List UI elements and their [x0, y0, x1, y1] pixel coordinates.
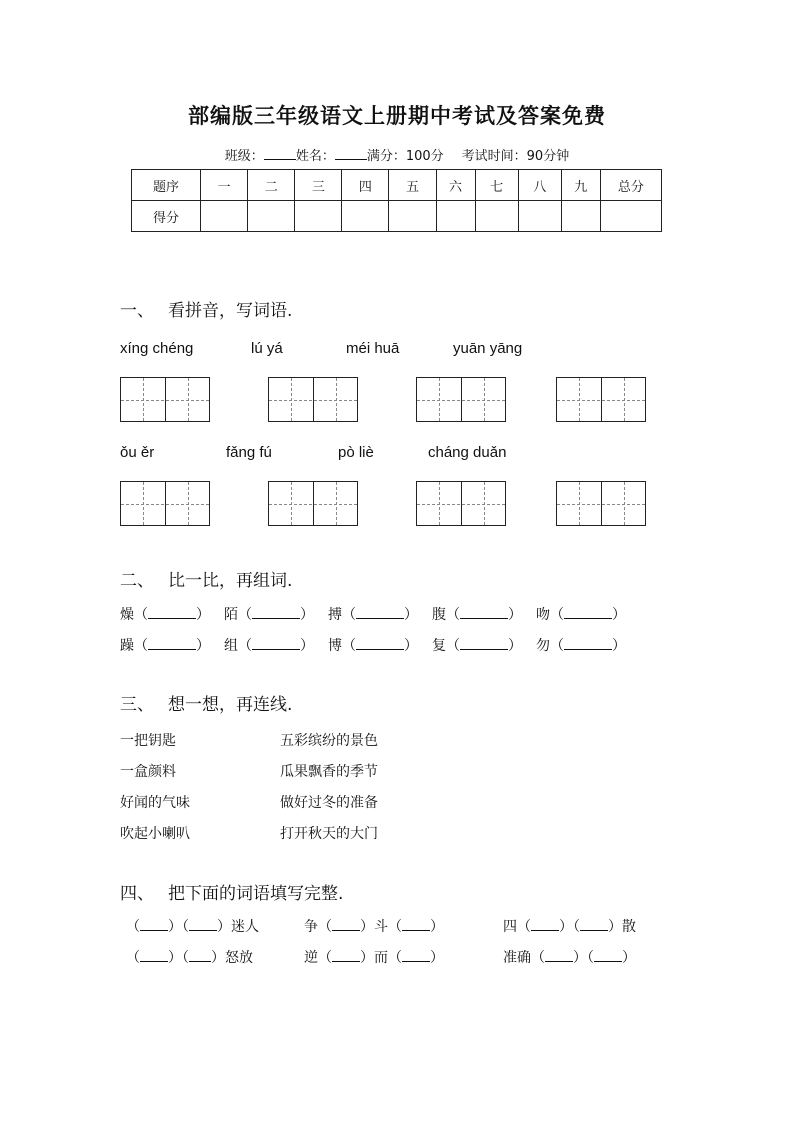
answer-blank[interactable]: [356, 637, 404, 650]
match-left-item[interactable]: 一盒颜料: [120, 764, 176, 780]
score-cell[interactable]: [295, 201, 342, 232]
fill-idiom-item: （ ）（ ）迷人: [126, 919, 259, 935]
match-right-item[interactable]: 做好过冬的准备: [280, 795, 378, 811]
fill-idiom-item: 准确（ ）（ ）: [503, 950, 636, 966]
section-title: 把下面的词语填写完整.: [168, 884, 344, 904]
pinyin-label: pò liè: [338, 444, 374, 461]
answer-blank[interactable]: [140, 918, 168, 931]
score-table: [131, 169, 662, 232]
fill-idiom-item: （ ）（ ）怒放: [126, 950, 253, 966]
pinyin-label: lú yá: [251, 340, 283, 357]
writing-grid-box[interactable]: [120, 377, 210, 422]
pinyin-label: ǒu ěr: [120, 444, 155, 461]
score-row-label: 得分: [132, 201, 201, 232]
answer-blank[interactable]: [564, 606, 612, 619]
answer-blank[interactable]: [356, 606, 404, 619]
writing-grid-box[interactable]: [268, 481, 358, 526]
score-cell[interactable]: [518, 201, 561, 232]
writing-grid-box[interactable]: [268, 377, 358, 422]
answer-blank[interactable]: [545, 949, 573, 962]
answer-blank[interactable]: [148, 606, 196, 619]
document-title: 部编版三年级语文上册期中考试及答案免费: [188, 104, 606, 128]
section-number: 四、: [120, 884, 154, 904]
compare-item: 复（ ）: [432, 638, 522, 654]
answer-blank[interactable]: [460, 637, 508, 650]
answer-blank[interactable]: [252, 606, 300, 619]
header-cell: 二: [248, 170, 295, 201]
pinyin-label: méi huā: [346, 340, 400, 357]
compare-item: 陌（ ）: [224, 607, 314, 623]
pinyin-label: yuān yāng: [453, 340, 523, 357]
header-cell: 八: [518, 170, 561, 201]
answer-blank[interactable]: [148, 637, 196, 650]
compare-item: 组（ ）: [224, 638, 314, 654]
fill-idiom-item: 四（ ）（ ）散: [503, 919, 636, 935]
writing-grid-box[interactable]: [556, 377, 646, 422]
compare-item: 搏（ ）: [328, 607, 418, 623]
score-cell[interactable]: [475, 201, 518, 232]
compare-item: 吻（ ）: [536, 607, 626, 623]
match-left-item[interactable]: 一把钥匙: [120, 733, 176, 749]
answer-blank[interactable]: [580, 918, 608, 931]
answer-blank[interactable]: [564, 637, 612, 650]
score-cell[interactable]: [436, 201, 475, 232]
class-blank[interactable]: [264, 147, 296, 160]
writing-grid-box[interactable]: [556, 481, 646, 526]
compare-item: 勿（ ）: [536, 638, 626, 654]
match-right-item[interactable]: 五彩缤纷的景色: [280, 733, 378, 749]
answer-blank[interactable]: [402, 949, 430, 962]
answer-blank[interactable]: [402, 918, 430, 931]
class-label: 班级：: [224, 149, 264, 164]
answer-blank[interactable]: [531, 918, 559, 931]
compare-item: 腹（ ）: [432, 607, 522, 623]
writing-grid-box[interactable]: [416, 377, 506, 422]
section-number: 二、: [120, 571, 154, 591]
compare-item: 躁（ ）: [120, 638, 210, 654]
exam-time-text: 考试时间：90分钟: [461, 149, 570, 164]
score-cell[interactable]: [389, 201, 436, 232]
score-cell[interactable]: [600, 201, 661, 232]
pinyin-label: cháng duǎn: [428, 444, 507, 461]
header-cell: 题序: [132, 170, 201, 201]
answer-blank[interactable]: [332, 949, 360, 962]
match-right-item[interactable]: 瓜果飘香的季节: [280, 764, 378, 780]
match-left-item[interactable]: 吹起小喇叭: [120, 826, 190, 842]
score-cell[interactable]: [561, 201, 600, 232]
score-table-score-row: [132, 201, 662, 232]
answer-blank[interactable]: [252, 637, 300, 650]
full-score-text: 满分：100分: [366, 149, 444, 164]
header-cell: 七: [475, 170, 518, 201]
match-right-item[interactable]: 打开秋天的大门: [280, 826, 378, 842]
section-4-heading: [120, 879, 343, 904]
section-3-heading: [120, 690, 292, 715]
writing-grid-box[interactable]: [416, 481, 506, 526]
header-cell: 五: [389, 170, 436, 201]
name-blank[interactable]: [335, 147, 367, 160]
score-cell[interactable]: [201, 201, 248, 232]
match-left-item[interactable]: 好闻的气味: [120, 795, 190, 811]
section-title: 想一想，再连线.: [168, 695, 293, 715]
name-label: 姓名：: [295, 149, 335, 164]
compare-item: 博（ ）: [328, 638, 418, 654]
section-title: 比一比，再组词.: [168, 571, 293, 591]
answer-blank[interactable]: [460, 606, 508, 619]
fill-idiom-item: 争（ ）斗（ ）: [304, 919, 444, 935]
answer-blank[interactable]: [594, 949, 622, 962]
section-number: 三、: [120, 695, 154, 715]
score-table-header-row: [132, 170, 662, 201]
compare-item: 燥（ ）: [120, 607, 210, 623]
fill-idiom-item: 逆（ ）而（ ）: [304, 950, 444, 966]
section-2-heading: [120, 566, 292, 591]
score-cell[interactable]: [342, 201, 389, 232]
header-cell: 九: [561, 170, 600, 201]
header-cell: 四: [342, 170, 389, 201]
header-cell: 一: [201, 170, 248, 201]
answer-blank[interactable]: [140, 949, 168, 962]
section-1-heading: [120, 296, 292, 321]
answer-blank[interactable]: [332, 918, 360, 931]
writing-grid-box[interactable]: [120, 481, 210, 526]
header-cell: 总分: [600, 170, 661, 201]
pinyin-label: xíng chéng: [120, 340, 194, 357]
section-number: 一、: [120, 301, 154, 321]
section-title: 看拼音，写词语.: [168, 301, 293, 321]
exam-info-line: [0, 145, 794, 164]
score-cell[interactable]: [248, 201, 295, 232]
pinyin-label: fǎng fú: [226, 444, 272, 461]
answer-blank[interactable]: [189, 918, 217, 931]
header-cell: 六: [436, 170, 475, 201]
answer-blank[interactable]: [189, 949, 211, 962]
header-cell: 三: [295, 170, 342, 201]
